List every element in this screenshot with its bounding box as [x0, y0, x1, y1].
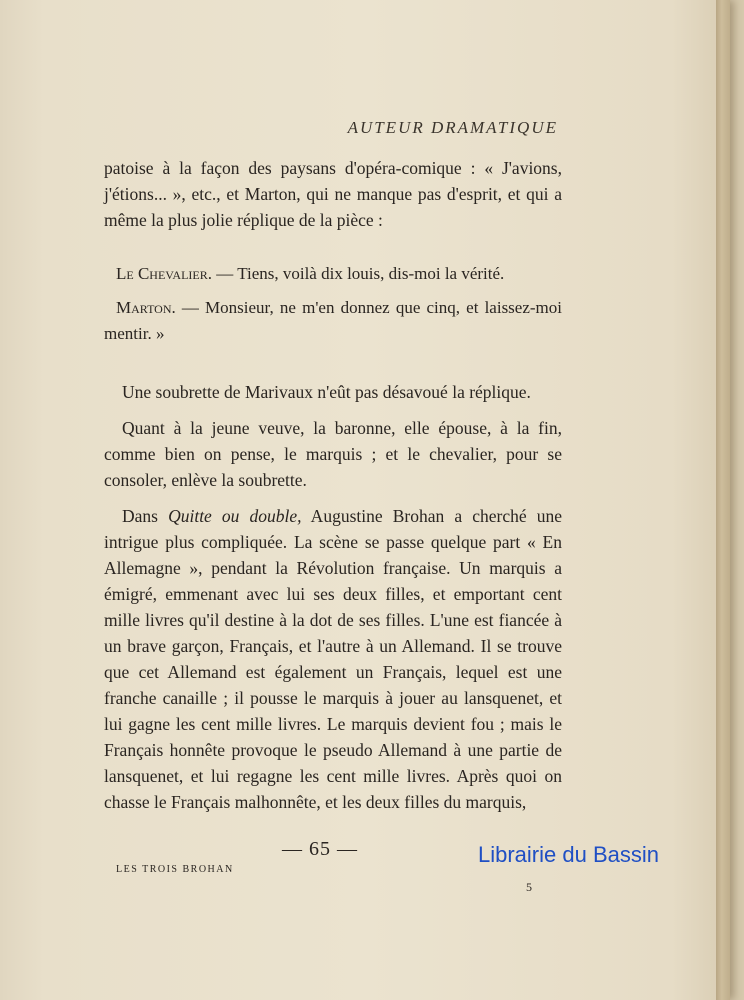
running-header: AUTEUR DRAMATIQUE [347, 118, 558, 137]
quote-line: — Tiens, voilà dix louis, dis-moi la vérité. [212, 264, 505, 283]
paragraph-3: Quant à la jeune veuve, la baronne, elle épouse, à la fin, comme bien on pense, le marquis ; et le chevalier, pour se consoler, enlève la soubrette. [104, 418, 562, 490]
watermark: Librairie du Bassin [478, 842, 659, 867]
paragraph-4: Dans Quitte ou double, Augustine Brohan a cherché une intrigue plus compliquée. La scène se passe quelque part « En Allemagne », pendant la Révolution française. Un marquis a émigré, emmenant avec lui ses deux filles, et emportant cent mille livres qu'il destine à la dot de ses filles. L'une est fiancée à un brave garçon, Français, et l'autre à un Allemand. Il se trouve que cet Allemand est également un Français, lequel est une franche canaille ; il pousse le marquis à jouer au lansquenet, et lui gagne les cent mille livres. Le marquis devient fou ; mais le Français honnête provoque le pseudo Allemand à une partie de lansquenet, et lui regagne les cent mille livres. Après quoi on chasse le Français malhonnête, et les deux filles du marquis, [104, 506, 562, 812]
quote-speaker: Le Chevalier. [116, 264, 212, 283]
signature-line: LES TROIS BROHAN [116, 864, 234, 875]
quote-speaker: Marton. [116, 298, 176, 317]
quote-chevalier [104, 261, 562, 287]
signature-number: 5 [526, 880, 532, 894]
paragraph-1: patoise à la façon des paysans d'opéra-comique : « J'avions, j'étions... », etc., et Marton, qui ne manque pas d'esprit, et qui a même la plus jolie réplique de la pièce : [104, 158, 562, 230]
quote-line: — Monsieur, ne m'en donnez que cinq, et laissez-moi mentir. » [104, 298, 562, 343]
play-title: Quitte ou double, [168, 506, 302, 526]
page-number: — 65 — [282, 838, 358, 860]
paragraph-2: Une soubrette de Marivaux n'eût pas désavoué la réplique. [122, 382, 531, 402]
page-edge [716, 0, 730, 1000]
quote-marton [104, 295, 562, 347]
body-text [104, 155, 562, 815]
